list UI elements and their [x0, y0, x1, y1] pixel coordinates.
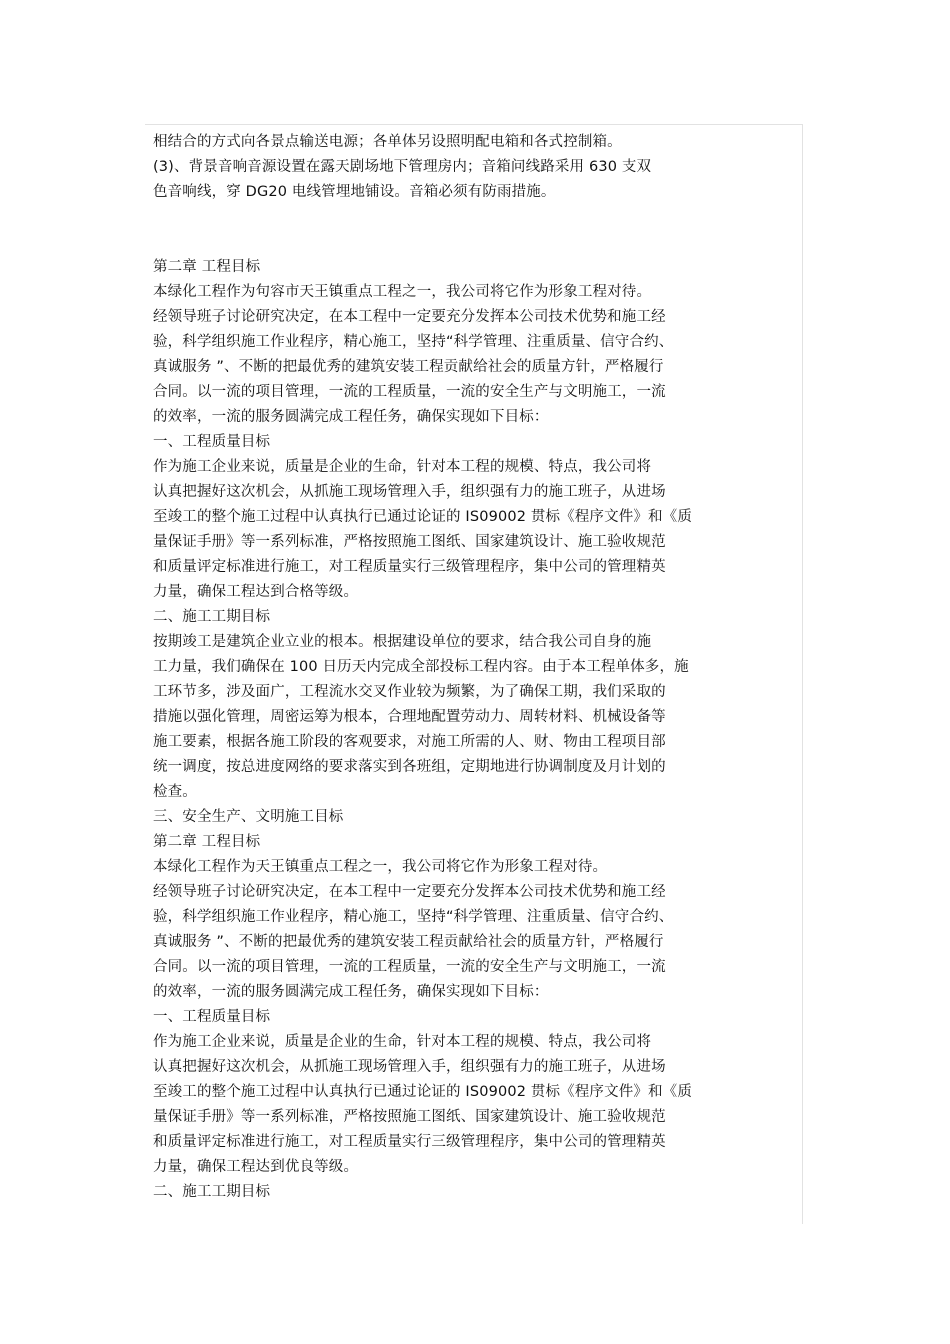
text-line: 工环节多，涉及面广，工程流水交叉作业较为频繁，为了确保工期，我们采取的	[153, 684, 666, 700]
text-line: 作为施工企业来说，质量是企业的生命，针对本工程的规模、特点，我公司将	[153, 1034, 652, 1050]
text-line: 本绿化工程作为天王镇重点工程之一，我公司将它作为形象工程对待。	[153, 859, 608, 875]
text-line: 统一调度，按总进度网络的要求落实到各班组，定期地进行协调制度及月计划的	[153, 759, 666, 775]
text-line: 量保证手册》等一系列标准，严格按照施工图纸、国家建筑设计、施工验收规范	[153, 1109, 666, 1125]
text-line: 合同。以一流的项目管理，一流的工程质量，一流的安全生产与文明施工，一流	[153, 384, 666, 400]
text-line: 认真把握好这次机会，从抓施工现场管理入手，组织强有力的施工班子，从进场	[153, 484, 666, 500]
text-line: 色音响线，穿 DG20 电线管埋地铺设。音箱必须有防雨措施。	[153, 184, 556, 200]
text-line: 工力量，我们确保在 100 日历天内完成全部投标工程内容。由于本工程单体多，施	[153, 659, 689, 675]
subsection-heading: 一、工程质量目标	[153, 1009, 271, 1025]
text-line: 至竣工的整个施工过程中认真执行已通过论证的 IS09002 贯标《程序文件》和《质	[153, 509, 692, 525]
text-line: 真诚服务 ”、不断的把最优秀的建筑安装工程贡献给社会的质量方针，严格履行	[153, 359, 664, 375]
text-line: 和质量评定标准进行施工，对工程质量实行三级管理程序，集中公司的管理精英	[153, 559, 666, 575]
text-line: 施工要素，根据各施工阶段的客观要求，对施工所需的人、财、物由工程项目部	[153, 734, 666, 750]
text-line: 和质量评定标准进行施工，对工程质量实行三级管理程序，集中公司的管理精英	[153, 1134, 666, 1150]
text-line: 至竣工的整个施工过程中认真执行已通过论证的 IS09002 贯标《程序文件》和《质	[153, 1084, 692, 1100]
subsection-heading: 三、安全生产、文明施工目标	[153, 809, 344, 825]
text-line: 相结合的方式向各景点输送电源；各单体另设照明配电箱和各式控制箱。	[153, 134, 622, 150]
text-line: (3)、背景音响音源设置在露天剧场地下管理房内；音箱问线路采用 630 支双	[153, 159, 652, 175]
subsection-heading: 二、施工工期目标	[153, 1184, 271, 1200]
text-line: 的效率，一流的服务圆满完成工程任务，确保实现如下目标：	[153, 409, 549, 425]
text-line: 合同。以一流的项目管理，一流的工程质量，一流的安全生产与文明施工，一流	[153, 959, 666, 975]
text-line: 经领导班子讨论研究决定，在本工程中一定要充分发挥本公司技术优势和施工经	[153, 309, 666, 325]
text-line: 本绿化工程作为句容市天王镇重点工程之一，我公司将它作为形象工程对待。	[153, 284, 652, 300]
text-line: 经领导班子讨论研究决定，在本工程中一定要充分发挥本公司技术优势和施工经	[153, 884, 666, 900]
text-line: 力量，确保工程达到合格等级。	[153, 584, 359, 600]
text-line: 作为施工企业来说，质量是企业的生命，针对本工程的规模、特点，我公司将	[153, 459, 652, 475]
text-line: 认真把握好这次机会，从抓施工现场管理入手，组织强有力的施工班子，从进场	[153, 1059, 666, 1075]
text-line: 力量，确保工程达到优良等级。	[153, 1159, 359, 1175]
text-line: 按期竣工是建筑企业立业的根本。根据建设单位的要求，结合我公司自身的施	[153, 634, 652, 650]
section-heading: 第二章 工程目标	[153, 834, 261, 850]
subsection-heading: 二、施工工期目标	[153, 609, 271, 625]
text-line: 验，科学组织施工作业程序，精心施工，坚持“科学管理、注重质量、信守合约、	[153, 334, 674, 350]
section-heading: 第二章 工程目标	[153, 259, 261, 275]
text-line: 的效率，一流的服务圆满完成工程任务，确保实现如下目标：	[153, 984, 549, 1000]
text-line: 措施以强化管理，周密运筹为根本，合理地配置劳动力、周转材料、机械设备等	[153, 709, 666, 725]
text-line: 真诚服务 ”、不断的把最优秀的建筑安装工程贡献给社会的质量方针，严格履行	[153, 934, 664, 950]
text-line: 验，科学组织施工作业程序，精心施工，坚持“科学管理、注重质量、信守合约、	[153, 909, 674, 925]
subsection-heading: 一、工程质量目标	[153, 434, 271, 450]
text-line: 量保证手册》等一系列标准，严格按照施工图纸、国家建筑设计、施工验收规范	[153, 534, 666, 550]
text-line: 检查。	[153, 784, 197, 800]
